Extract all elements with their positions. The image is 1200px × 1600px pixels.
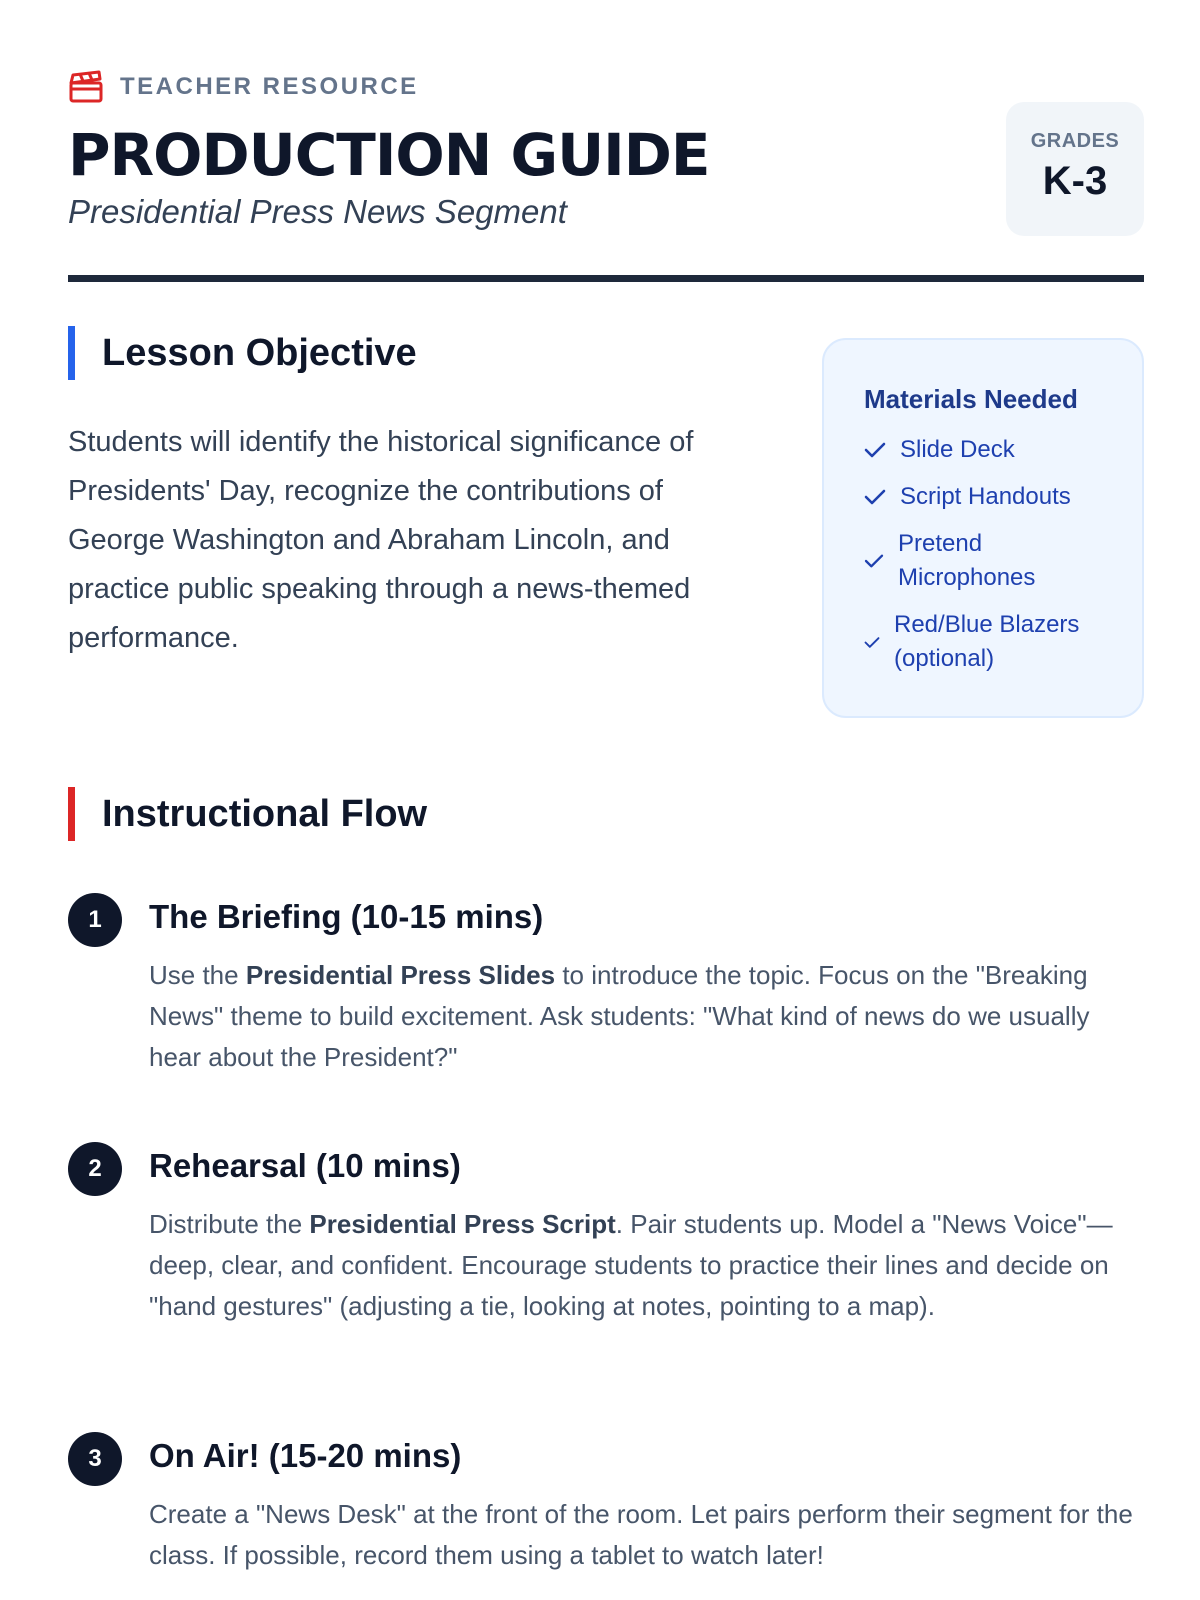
material-item: [864, 608, 1118, 676]
page-subtitle: Presidential Press News Segment: [68, 193, 567, 230]
step-number: 1: [68, 893, 122, 947]
flow-heading-text: Instructional Flow: [102, 792, 428, 835]
material-item: [864, 433, 1118, 467]
material-label: Red/Blue Blazers (optional): [894, 611, 1080, 672]
accent-bar: [68, 787, 75, 841]
step-number: 3: [68, 1432, 122, 1486]
step-title: The Briefing (10-15 mins): [149, 898, 544, 935]
materials-card: [822, 338, 1144, 718]
flow-heading: [68, 787, 427, 841]
material-label: Slide Deck: [900, 436, 1015, 463]
step-description: Create a "News Desk" at the front of the room. Let pairs perform their segment for the class. If possible, record them using a tablet to watch later!: [149, 1499, 1133, 1570]
check-icon: [864, 636, 880, 649]
material-label: Script Handouts: [900, 483, 1071, 510]
step-description: Distribute the Presidential Press Script. Pair students up. Model a "News Voice"—deep, clear, and confident. Encourage students to practice their lines and decide on "hand gestures" (adjusting a tie, looking at notes, pointing to a map).: [149, 1209, 1113, 1321]
check-icon: [864, 488, 886, 506]
eyebrow: [68, 70, 419, 104]
step-number: 2: [68, 1142, 122, 1196]
material-label: Pretend Microphones: [898, 530, 1036, 591]
page-title: PRODUCTION GUIDE: [68, 121, 710, 189]
check-icon: [864, 441, 886, 459]
grades-label: GRADES: [1030, 130, 1120, 152]
objective-heading: [68, 326, 417, 380]
eyebrow-label: TEACHER RESOURCE: [120, 73, 419, 100]
objective-text: Students will identify the historical significance of Presidents' Day, recognize the contributions of George Washington and Abraham Lincoln, and practice public speaking through a news-themed performance.: [68, 426, 694, 654]
accent-bar: [68, 326, 75, 380]
objective-heading-text: Lesson Objective: [102, 331, 417, 374]
header-divider: [68, 275, 1144, 282]
material-item: [864, 527, 1118, 595]
step-title: Rehearsal (10 mins): [149, 1147, 461, 1184]
grades-badge: [1006, 102, 1144, 236]
check-icon: [864, 553, 884, 569]
step-title: On Air! (15-20 mins): [149, 1437, 462, 1474]
grades-value: K-3: [1042, 159, 1108, 203]
material-item: [864, 480, 1118, 514]
production-guide-page: [68, 0, 1144, 1600]
step-description: Use the Presidential Press Slides to introduce the topic. Focus on the "Breaking News" theme to build excitement. Ask students: "What kind of news do we usually hear about the President?": [149, 960, 1090, 1072]
clapperboard-icon: [68, 70, 104, 104]
materials-title: Materials Needed: [864, 384, 1078, 414]
